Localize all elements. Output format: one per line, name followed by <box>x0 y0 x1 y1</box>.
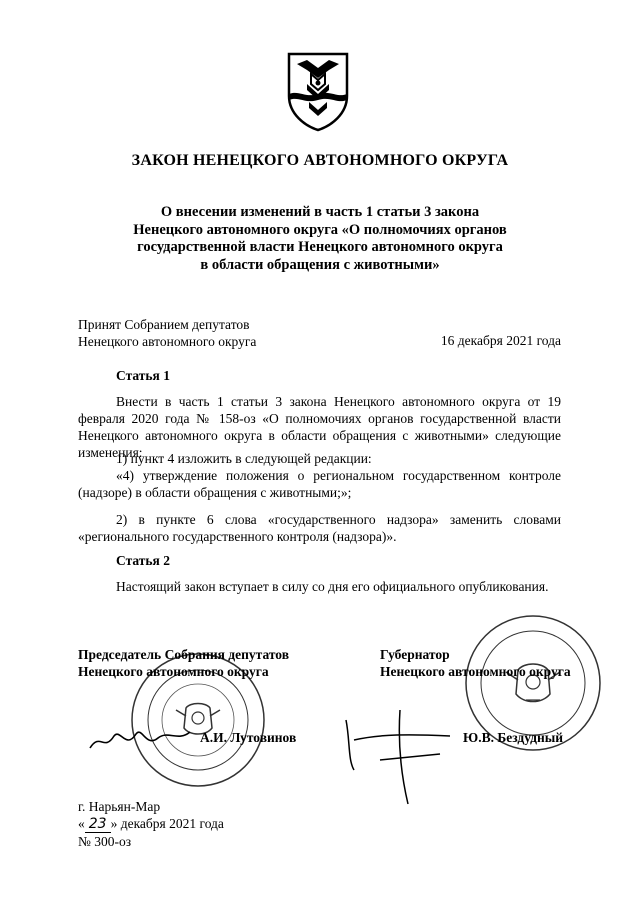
adopted-date: 16 декабря 2021 года <box>440 333 561 348</box>
article1-item2-text: 2) в пункте 6 слова «государственного надзора» заменить словами «регионального государственного контроля (надзора)». <box>78 512 561 544</box>
article1-item1-text: «4) утверждение положения о региональном государственном контроле (надзоре) в области обращения с животными;»; <box>78 468 561 500</box>
adopted-by-line: Принят Собранием депутатов <box>78 317 250 332</box>
article1-item1-line: 1) пункт 4 изложить в следующей редакции: <box>116 451 372 466</box>
document-title: ЗАКОН НЕНЕЦКОГО АВТОНОМНОГО ОКРУГА <box>131 152 509 169</box>
article1-intro: Внести в часть 1 статьи 3 закона Ненецкого автономного округа от 19 февраля 2020 года № 158-оз «О полномочиях органов государственной власти Ненецкого автономного округа в области обращения с животными» следующие изменения: <box>78 394 561 460</box>
left-signatory-role <box>78 646 289 680</box>
footer-number: № 300-оз <box>78 834 132 849</box>
article2-text: Настоящий закон вступает в силу со дня его официального опубликования. <box>116 579 549 594</box>
document-footer <box>78 798 224 850</box>
subtitle-line: Ненецкого автономного округа «О полномочиях органов <box>133 221 507 238</box>
subtitle-line: в области обращения с животными» <box>200 256 440 273</box>
handwritten-signature <box>340 700 460 810</box>
date-rest: » декабря 2021 года <box>110 816 224 831</box>
subtitle-line: О внесении изменений в часть 1 статьи 3 закона <box>160 204 480 220</box>
adopted-by <box>78 316 256 350</box>
adopted-by-line: Ненецкого автономного округа <box>78 334 257 349</box>
role-line: Ненецкого автономного округа <box>380 664 571 679</box>
role-line: Председатель Собрания депутатов <box>78 647 290 662</box>
footer-date <box>78 815 224 833</box>
coat-of-arms-emblem <box>285 50 351 132</box>
right-signatory-name: Ю.В. Бездудный <box>463 730 564 745</box>
handwritten-signature <box>86 712 196 762</box>
article1-heading: Статья 1 <box>116 368 170 383</box>
subtitle-line: государственной власти Ненецкого автономного округа <box>137 239 503 255</box>
role-line: Губернатор <box>380 647 450 662</box>
right-signatory-role <box>380 646 571 680</box>
role-line: Ненецкого автономного округа <box>78 664 269 679</box>
date-day-handwritten: 23 <box>85 816 111 833</box>
left-signatory-name: А.И. Лутовинов <box>200 730 297 745</box>
date-open-quote: « <box>78 816 85 831</box>
document-subtitle <box>90 204 550 274</box>
footer-city: г. Нарьян-Мар <box>78 799 161 814</box>
article2-heading: Статья 2 <box>116 553 170 568</box>
